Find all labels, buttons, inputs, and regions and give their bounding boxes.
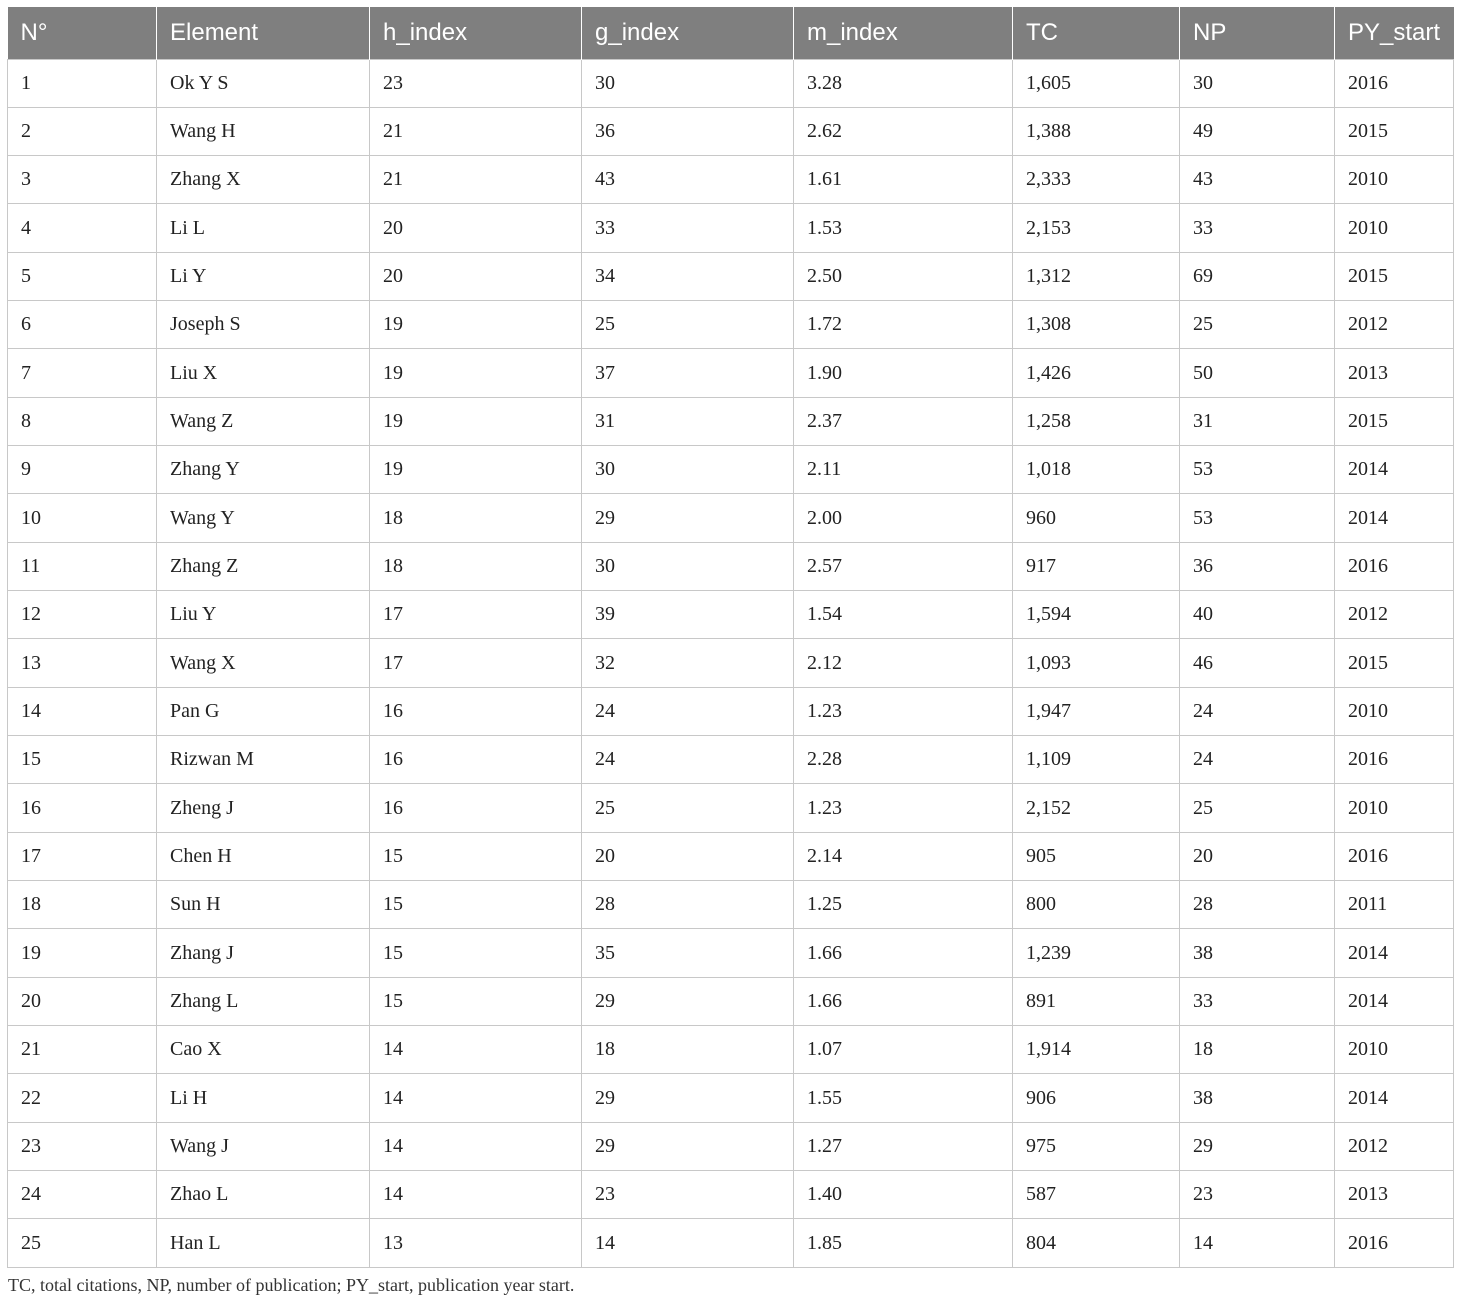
- cell-number: 23: [8, 1122, 157, 1170]
- cell-m-index: 1.53: [794, 204, 1013, 252]
- cell-m-index: 1.23: [794, 687, 1013, 735]
- cell-number: 15: [8, 736, 157, 784]
- header-row: [8, 7, 1454, 59]
- cell-py-start: 2011: [1335, 881, 1454, 929]
- cell-number: 8: [8, 397, 157, 445]
- cell-number: 13: [8, 639, 157, 687]
- cell-number: 2: [8, 107, 157, 155]
- table-row: [8, 542, 1454, 590]
- cell-number: 5: [8, 252, 157, 300]
- table-row: [8, 1219, 1454, 1267]
- cell-g-index: 39: [582, 591, 794, 639]
- cell-g-index: 32: [582, 639, 794, 687]
- cell-g-index: 24: [582, 736, 794, 784]
- cell-np: 31: [1180, 397, 1335, 445]
- cell-np: 29: [1180, 1122, 1335, 1170]
- cell-g-index: 25: [582, 784, 794, 832]
- cell-tc: 1,594: [1013, 591, 1180, 639]
- cell-py-start: 2015: [1335, 397, 1454, 445]
- table-body: [8, 59, 1454, 1267]
- table-row: [8, 977, 1454, 1025]
- cell-py-start: 2015: [1335, 639, 1454, 687]
- cell-element: Liu Y: [157, 591, 370, 639]
- cell-number: 22: [8, 1074, 157, 1122]
- cell-element: Wang X: [157, 639, 370, 687]
- cell-g-index: 29: [582, 1074, 794, 1122]
- cell-element: Zhang L: [157, 977, 370, 1025]
- cell-tc: 1,426: [1013, 349, 1180, 397]
- cell-py-start: 2014: [1335, 1074, 1454, 1122]
- cell-g-index: 14: [582, 1219, 794, 1267]
- table-row: [8, 1074, 1454, 1122]
- cell-np: 14: [1180, 1219, 1335, 1267]
- cell-number: 7: [8, 349, 157, 397]
- cell-h-index: 15: [370, 929, 582, 977]
- cell-element: Chen H: [157, 832, 370, 880]
- cell-py-start: 2010: [1335, 204, 1454, 252]
- cell-py-start: 2016: [1335, 832, 1454, 880]
- cell-number: 3: [8, 156, 157, 204]
- cell-m-index: 1.85: [794, 1219, 1013, 1267]
- cell-number: 16: [8, 784, 157, 832]
- cell-element: Li Y: [157, 252, 370, 300]
- cell-g-index: 29: [582, 977, 794, 1025]
- author-metrics-table: [7, 7, 1454, 1268]
- cell-number: 25: [8, 1219, 157, 1267]
- cell-tc: 1,914: [1013, 1026, 1180, 1074]
- cell-np: 33: [1180, 204, 1335, 252]
- column-header-m-index: m_index: [794, 7, 1013, 59]
- cell-h-index: 19: [370, 397, 582, 445]
- cell-element: Joseph S: [157, 301, 370, 349]
- cell-g-index: 23: [582, 1171, 794, 1219]
- cell-element: Zhang J: [157, 929, 370, 977]
- cell-tc: 2,153: [1013, 204, 1180, 252]
- cell-g-index: 28: [582, 881, 794, 929]
- cell-m-index: 2.57: [794, 542, 1013, 590]
- cell-py-start: 2014: [1335, 446, 1454, 494]
- cell-g-index: 31: [582, 397, 794, 445]
- cell-m-index: 1.66: [794, 929, 1013, 977]
- cell-number: 10: [8, 494, 157, 542]
- table-row: [8, 784, 1454, 832]
- table-row: [8, 1171, 1454, 1219]
- cell-tc: 906: [1013, 1074, 1180, 1122]
- cell-py-start: 2014: [1335, 929, 1454, 977]
- cell-element: Zhang Z: [157, 542, 370, 590]
- cell-tc: 975: [1013, 1122, 1180, 1170]
- table-row: [8, 156, 1454, 204]
- cell-np: 69: [1180, 252, 1335, 300]
- cell-h-index: 15: [370, 881, 582, 929]
- cell-h-index: 17: [370, 591, 582, 639]
- column-header-tc: TC: [1013, 7, 1180, 59]
- cell-m-index: 3.28: [794, 59, 1013, 107]
- table-row: [8, 687, 1454, 735]
- cell-np: 24: [1180, 687, 1335, 735]
- cell-tc: 1,258: [1013, 397, 1180, 445]
- cell-h-index: 20: [370, 204, 582, 252]
- cell-g-index: 24: [582, 687, 794, 735]
- cell-np: 33: [1180, 977, 1335, 1025]
- cell-g-index: 29: [582, 494, 794, 542]
- column-header-py-start: PY_start: [1335, 7, 1454, 59]
- cell-number: 14: [8, 687, 157, 735]
- cell-m-index: 1.23: [794, 784, 1013, 832]
- cell-g-index: 34: [582, 252, 794, 300]
- table-row: [8, 252, 1454, 300]
- cell-np: 53: [1180, 446, 1335, 494]
- cell-g-index: 30: [582, 542, 794, 590]
- cell-py-start: 2016: [1335, 542, 1454, 590]
- table-row: [8, 591, 1454, 639]
- cell-py-start: 2010: [1335, 156, 1454, 204]
- cell-np: 30: [1180, 59, 1335, 107]
- table-row: [8, 349, 1454, 397]
- cell-tc: 1,312: [1013, 252, 1180, 300]
- cell-tc: 1,093: [1013, 639, 1180, 687]
- table-row: [8, 929, 1454, 977]
- cell-h-index: 19: [370, 349, 582, 397]
- cell-m-index: 2.28: [794, 736, 1013, 784]
- cell-tc: 587: [1013, 1171, 1180, 1219]
- table-row: [8, 1122, 1454, 1170]
- column-header-number: N°: [8, 7, 157, 59]
- cell-h-index: 18: [370, 542, 582, 590]
- cell-element: Han L: [157, 1219, 370, 1267]
- cell-m-index: 1.25: [794, 881, 1013, 929]
- cell-element: Wang Y: [157, 494, 370, 542]
- cell-m-index: 2.14: [794, 832, 1013, 880]
- table-row: [8, 832, 1454, 880]
- cell-np: 20: [1180, 832, 1335, 880]
- cell-m-index: 1.27: [794, 1122, 1013, 1170]
- cell-m-index: 1.66: [794, 977, 1013, 1025]
- cell-number: 21: [8, 1026, 157, 1074]
- cell-element: Wang H: [157, 107, 370, 155]
- cell-g-index: 30: [582, 446, 794, 494]
- cell-number: 24: [8, 1171, 157, 1219]
- cell-number: 20: [8, 977, 157, 1025]
- cell-m-index: 1.54: [794, 591, 1013, 639]
- cell-py-start: 2012: [1335, 591, 1454, 639]
- cell-tc: 1,109: [1013, 736, 1180, 784]
- cell-np: 24: [1180, 736, 1335, 784]
- cell-tc: 1,308: [1013, 301, 1180, 349]
- cell-tc: 800: [1013, 881, 1180, 929]
- cell-py-start: 2016: [1335, 59, 1454, 107]
- cell-np: 36: [1180, 542, 1335, 590]
- table-row: [8, 59, 1454, 107]
- cell-g-index: 33: [582, 204, 794, 252]
- cell-h-index: 13: [370, 1219, 582, 1267]
- cell-element: Wang Z: [157, 397, 370, 445]
- column-header-h-index: h_index: [370, 7, 582, 59]
- cell-h-index: 17: [370, 639, 582, 687]
- cell-h-index: 20: [370, 252, 582, 300]
- cell-np: 28: [1180, 881, 1335, 929]
- cell-tc: 804: [1013, 1219, 1180, 1267]
- cell-py-start: 2012: [1335, 1122, 1454, 1170]
- table-footnote: TC, total citations, NP, number of publication; PY_start, publication year start.: [8, 1275, 575, 1295]
- cell-element: Wang J: [157, 1122, 370, 1170]
- table-row: [8, 736, 1454, 784]
- cell-m-index: 2.12: [794, 639, 1013, 687]
- cell-element: Li L: [157, 204, 370, 252]
- cell-np: 38: [1180, 1074, 1335, 1122]
- cell-h-index: 14: [370, 1074, 582, 1122]
- cell-np: 46: [1180, 639, 1335, 687]
- cell-m-index: 1.72: [794, 301, 1013, 349]
- table-header: [8, 7, 1454, 59]
- cell-tc: 1,388: [1013, 107, 1180, 155]
- cell-np: 38: [1180, 929, 1335, 977]
- cell-element: Zhang Y: [157, 446, 370, 494]
- table-row: [8, 204, 1454, 252]
- cell-np: 25: [1180, 784, 1335, 832]
- table-row: [8, 1026, 1454, 1074]
- cell-g-index: 29: [582, 1122, 794, 1170]
- cell-py-start: 2016: [1335, 1219, 1454, 1267]
- cell-g-index: 20: [582, 832, 794, 880]
- cell-m-index: 2.62: [794, 107, 1013, 155]
- cell-h-index: 14: [370, 1171, 582, 1219]
- cell-h-index: 19: [370, 446, 582, 494]
- cell-g-index: 25: [582, 301, 794, 349]
- cell-h-index: 14: [370, 1122, 582, 1170]
- cell-tc: 1,239: [1013, 929, 1180, 977]
- cell-m-index: 1.07: [794, 1026, 1013, 1074]
- cell-h-index: 23: [370, 59, 582, 107]
- cell-tc: 905: [1013, 832, 1180, 880]
- table-row: [8, 639, 1454, 687]
- cell-py-start: 2016: [1335, 736, 1454, 784]
- table-row: [8, 494, 1454, 542]
- cell-h-index: 19: [370, 301, 582, 349]
- cell-m-index: 1.61: [794, 156, 1013, 204]
- cell-py-start: 2013: [1335, 1171, 1454, 1219]
- cell-element: Rizwan M: [157, 736, 370, 784]
- cell-tc: 891: [1013, 977, 1180, 1025]
- cell-g-index: 37: [582, 349, 794, 397]
- cell-h-index: 14: [370, 1026, 582, 1074]
- cell-number: 18: [8, 881, 157, 929]
- cell-number: 4: [8, 204, 157, 252]
- column-header-np: NP: [1180, 7, 1335, 59]
- cell-g-index: 35: [582, 929, 794, 977]
- cell-element: Zheng J: [157, 784, 370, 832]
- cell-number: 1: [8, 59, 157, 107]
- cell-tc: 2,152: [1013, 784, 1180, 832]
- cell-py-start: 2010: [1335, 1026, 1454, 1074]
- cell-h-index: 15: [370, 977, 582, 1025]
- cell-g-index: 43: [582, 156, 794, 204]
- cell-m-index: 2.00: [794, 494, 1013, 542]
- column-header-g-index: g_index: [582, 7, 794, 59]
- cell-element: Zhang X: [157, 156, 370, 204]
- cell-np: 53: [1180, 494, 1335, 542]
- cell-np: 40: [1180, 591, 1335, 639]
- cell-element: Zhao L: [157, 1171, 370, 1219]
- table-row: [8, 301, 1454, 349]
- cell-py-start: 2015: [1335, 252, 1454, 300]
- cell-element: Li H: [157, 1074, 370, 1122]
- cell-number: 6: [8, 301, 157, 349]
- cell-element: Cao X: [157, 1026, 370, 1074]
- cell-g-index: 18: [582, 1026, 794, 1074]
- cell-np: 43: [1180, 156, 1335, 204]
- cell-m-index: 1.90: [794, 349, 1013, 397]
- cell-tc: 1,018: [1013, 446, 1180, 494]
- column-header-element: Element: [157, 7, 370, 59]
- cell-h-index: 15: [370, 832, 582, 880]
- cell-number: 12: [8, 591, 157, 639]
- cell-py-start: 2012: [1335, 301, 1454, 349]
- cell-np: 23: [1180, 1171, 1335, 1219]
- cell-py-start: 2013: [1335, 349, 1454, 397]
- cell-m-index: 2.50: [794, 252, 1013, 300]
- table-row: [8, 446, 1454, 494]
- cell-py-start: 2015: [1335, 107, 1454, 155]
- cell-h-index: 21: [370, 156, 582, 204]
- cell-m-index: 1.40: [794, 1171, 1013, 1219]
- cell-m-index: 2.37: [794, 397, 1013, 445]
- cell-tc: 960: [1013, 494, 1180, 542]
- cell-number: 9: [8, 446, 157, 494]
- cell-h-index: 21: [370, 107, 582, 155]
- cell-py-start: 2014: [1335, 977, 1454, 1025]
- cell-number: 19: [8, 929, 157, 977]
- cell-element: Liu X: [157, 349, 370, 397]
- cell-tc: 1,605: [1013, 59, 1180, 107]
- cell-element: Ok Y S: [157, 59, 370, 107]
- cell-element: Sun H: [157, 881, 370, 929]
- cell-np: 50: [1180, 349, 1335, 397]
- cell-m-index: 1.55: [794, 1074, 1013, 1122]
- cell-np: 25: [1180, 301, 1335, 349]
- cell-g-index: 36: [582, 107, 794, 155]
- cell-element: Pan G: [157, 687, 370, 735]
- cell-np: 18: [1180, 1026, 1335, 1074]
- cell-h-index: 16: [370, 784, 582, 832]
- table-row: [8, 107, 1454, 155]
- cell-tc: 2,333: [1013, 156, 1180, 204]
- cell-tc: 917: [1013, 542, 1180, 590]
- cell-tc: 1,947: [1013, 687, 1180, 735]
- cell-g-index: 30: [582, 59, 794, 107]
- cell-py-start: 2010: [1335, 687, 1454, 735]
- cell-h-index: 18: [370, 494, 582, 542]
- cell-m-index: 2.11: [794, 446, 1013, 494]
- cell-py-start: 2014: [1335, 494, 1454, 542]
- cell-number: 17: [8, 832, 157, 880]
- cell-np: 49: [1180, 107, 1335, 155]
- table-row: [8, 881, 1454, 929]
- cell-h-index: 16: [370, 687, 582, 735]
- cell-h-index: 16: [370, 736, 582, 784]
- cell-py-start: 2010: [1335, 784, 1454, 832]
- table-row: [8, 397, 1454, 445]
- cell-number: 11: [8, 542, 157, 590]
